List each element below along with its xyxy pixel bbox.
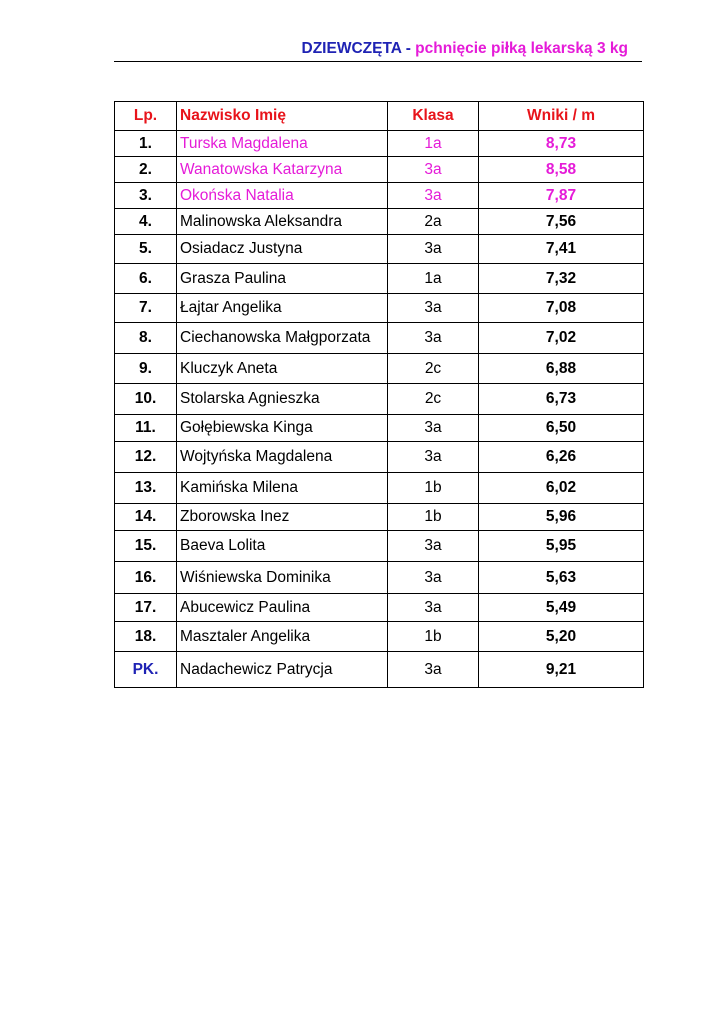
row-lp: 10.	[115, 384, 177, 415]
row-lp: 7.	[115, 294, 177, 323]
row-class: 3a	[388, 294, 479, 323]
row-class: 3a	[388, 531, 479, 562]
row-class: 3a	[388, 157, 479, 183]
row-result: 7,08	[479, 294, 644, 323]
row-result: 7,87	[479, 183, 644, 209]
table-row	[115, 264, 644, 294]
row-lp: 5.	[115, 235, 177, 264]
row-result: 5,20	[479, 622, 644, 652]
table-row	[115, 504, 644, 531]
row-class: 3a	[388, 183, 479, 209]
header-result: Wniki / m	[479, 102, 644, 131]
row-class: 1b	[388, 622, 479, 652]
row-lp: PK.	[115, 652, 177, 688]
row-class: 3a	[388, 562, 479, 594]
row-class: 1a	[388, 131, 479, 157]
header-name: Nazwisko Imię	[177, 102, 388, 131]
row-name: Grasza Paulina	[177, 264, 388, 294]
table-row	[115, 323, 644, 354]
table-header-row	[115, 102, 644, 131]
row-lp: 1.	[115, 131, 177, 157]
table-row	[115, 531, 644, 562]
table-row	[115, 622, 644, 652]
table-row	[115, 235, 644, 264]
results-table	[114, 101, 644, 688]
row-name: Stolarska Agnieszka	[177, 384, 388, 415]
row-result: 6,73	[479, 384, 644, 415]
row-name: Zborowska Inez	[177, 504, 388, 531]
table-row	[115, 594, 644, 622]
table-row	[115, 652, 644, 688]
row-name: Okońska Natalia	[177, 183, 388, 209]
row-name: Abucewicz Paulina	[177, 594, 388, 622]
row-lp: 12.	[115, 442, 177, 473]
row-class: 3a	[388, 415, 479, 442]
row-name: Kamińska Milena	[177, 473, 388, 504]
header-class: Klasa	[388, 102, 479, 131]
table-row	[115, 384, 644, 415]
row-class: 2a	[388, 209, 479, 235]
row-lp: 16.	[115, 562, 177, 594]
row-result: 7,41	[479, 235, 644, 264]
row-result: 5,96	[479, 504, 644, 531]
row-lp: 6.	[115, 264, 177, 294]
table-row	[115, 442, 644, 473]
row-class: 1b	[388, 473, 479, 504]
row-name: Wanatowska Katarzyna	[177, 157, 388, 183]
row-lp: 14.	[115, 504, 177, 531]
title-event: pchnięcie piłką lekarską 3 kg	[415, 40, 628, 57]
row-name: Ciechanowska Małgporzata	[177, 323, 388, 354]
table-row	[115, 354, 644, 384]
row-name: Wiśniewska Dominika	[177, 562, 388, 594]
row-result: 8,58	[479, 157, 644, 183]
row-lp: 3.	[115, 183, 177, 209]
row-name: Masztaler Angelika	[177, 622, 388, 652]
row-result: 7,02	[479, 323, 644, 354]
row-result: 5,63	[479, 562, 644, 594]
row-name: Nadachewicz Patrycja	[177, 652, 388, 688]
row-lp: 11.	[115, 415, 177, 442]
row-result: 6,26	[479, 442, 644, 473]
row-result: 5,49	[479, 594, 644, 622]
title-underline	[114, 61, 642, 62]
row-result: 5,95	[479, 531, 644, 562]
row-lp: 17.	[115, 594, 177, 622]
row-result: 6,88	[479, 354, 644, 384]
row-result: 8,73	[479, 131, 644, 157]
row-class: 2c	[388, 384, 479, 415]
row-result: 9,21	[479, 652, 644, 688]
table-row	[115, 562, 644, 594]
table-row	[115, 415, 644, 442]
row-lp: 8.	[115, 323, 177, 354]
table-row	[115, 294, 644, 323]
table-row	[115, 131, 644, 157]
row-result: 6,50	[479, 415, 644, 442]
row-result: 7,56	[479, 209, 644, 235]
row-name: Malinowska Aleksandra	[177, 209, 388, 235]
row-class: 3a	[388, 442, 479, 473]
row-lp: 18.	[115, 622, 177, 652]
row-result: 7,32	[479, 264, 644, 294]
row-name: Gołębiewska Kinga	[177, 415, 388, 442]
row-lp: 2.	[115, 157, 177, 183]
row-class: 3a	[388, 652, 479, 688]
title-separator: -	[401, 40, 416, 57]
row-class: 3a	[388, 235, 479, 264]
row-name: Osiadacz Justyna	[177, 235, 388, 264]
title-category: DZIEWCZĘTA	[301, 40, 402, 57]
table-row	[115, 183, 644, 209]
row-class: 3a	[388, 323, 479, 354]
row-class: 3a	[388, 594, 479, 622]
row-name: Baeva Lolita	[177, 531, 388, 562]
row-name: Łajtar Angelika	[177, 294, 388, 323]
row-name: Turska Magdalena	[177, 131, 388, 157]
row-class: 1b	[388, 504, 479, 531]
row-name: Kluczyk Aneta	[177, 354, 388, 384]
row-class: 1a	[388, 264, 479, 294]
row-lp: 15.	[115, 531, 177, 562]
table-row	[115, 209, 644, 235]
page-title	[114, 39, 642, 59]
row-result: 6,02	[479, 473, 644, 504]
row-lp: 4.	[115, 209, 177, 235]
row-class: 2c	[388, 354, 479, 384]
row-name: Wojtyńska Magdalena	[177, 442, 388, 473]
table-row	[115, 473, 644, 504]
row-lp: 9.	[115, 354, 177, 384]
header-lp: Lp.	[115, 102, 177, 131]
row-lp: 13.	[115, 473, 177, 504]
table-row	[115, 157, 644, 183]
